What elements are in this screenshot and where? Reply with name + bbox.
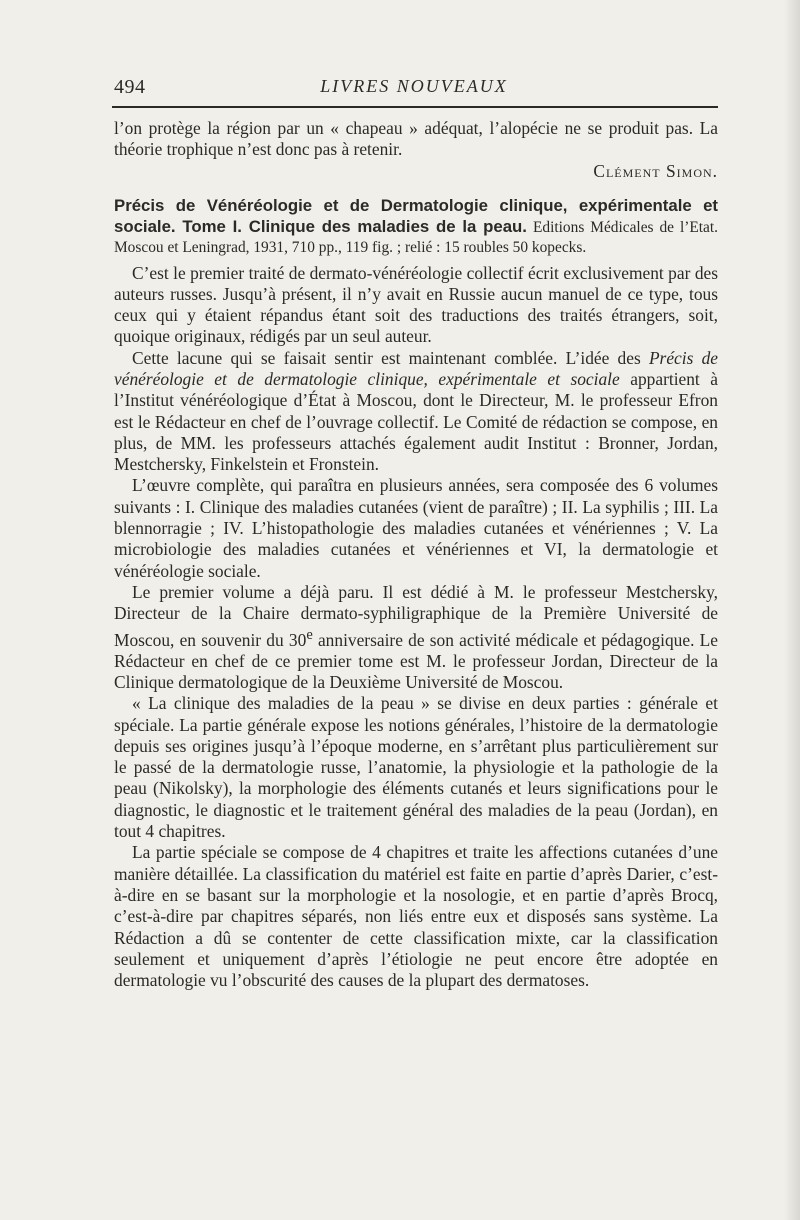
review-paragraph-2 (114, 348, 718, 476)
book-reference (114, 196, 718, 259)
page-body (114, 118, 718, 991)
page-header (112, 72, 716, 106)
review-paragraph-6: La partie spéciale se compose de 4 chapitres et traite les affections cutanées d’une manière détaillée. La classification du matériel est faite en partie d’après Darier, c’est-à-dire en se basant sur la morphologie et la nosologie, et en partie d’après Brocq, c’est-à-dire par chapitres séparés, non liés entre eux et disposés sans système. La Rédaction a dû se contenter de cette classification mixte, car la classification seulement et uniquement d’après l’étiologie ne peut encore être adoptée en dermatologie vu l’obscurité des causes de la plupart des dermatoses. (114, 842, 718, 991)
review-paragraph-4 (114, 582, 718, 693)
review-paragraph-5: « La clinique des maladies de la peau » se divise en deux parties : générale et spéciale. La partie générale expose les notions générales, l’histoire de la dermatologie depuis ses origines jusqu’à l’époque moderne, en s’arrêtant plus particulièrement sur le passé de la dermatologie russe, l’anatomie, la physiologie et la pathologie de la peau (Nikolsky), la morphologie des éléments cutanés et leurs significations pour le diagnostic, le diagnostic et le traitement général des maladies de la peau (Jordan), en tout 4 chapitres. (114, 693, 718, 842)
reviewer-signature: Clément Simon. (593, 160, 718, 181)
review-paragraph-4-text-b: anniversaire de son activité médicale et pédagogique. Le Rédacteur en chef de ce premier tome est M. le professeur Jordan, Directeur de la Clinique dermatologique de la Deuxième Université de Moscou. (114, 629, 718, 692)
review-paragraph-2-text-b: appartient à l’Institut vénéréologique d’État à Moscou, dont le Directeur, M. le professeur Efron est le Rédacteur en chef de l’ouvrage collectif. Le Comité de rédaction se compose, en plus, de MM. les professeurs attachés également audit Institut : Bronner, Jordan, Mestchersky, Finkelstein et Fronstein. (114, 368, 718, 475)
header-rule (112, 106, 718, 108)
previous-review-closing: l’on protège la région par un « chapeau » adéquat, l’alopécie ne se produit pas. La théorie trophique n’est donc pas à retenir. (114, 118, 718, 160)
ordinal-superscript: e (306, 626, 313, 643)
review-paragraph-1: C’est le premier traité de dermato-vénéréologie collectif écrit exclusivement par des auteurs russes. Jusqu’à présent, il n’y avait en Russie aucun manuel de ce type, tous ceux qui y étaient répandus étant soit des traductions des traités étrangers, soit, quoique originaux, rédigés par un seul auteur. (114, 262, 718, 347)
book-title-italic: Précis de vénéréologie et de dermatologie clinique, expérimentale et sociale (114, 347, 718, 389)
book-publication-details: Editions Médicales de l’Etat. Moscou et Leningrad, 1931, 710 pp., 119 fig. ; relié : 15 roubles 50 kopecks. (114, 219, 719, 257)
page-edge-shadow (784, 0, 800, 1220)
book-title: Précis de Vénéréologie et de Dermatologie clinique, expérimentale et sociale. Tome I. Clinique des maladies de la peau. (114, 195, 718, 237)
review-paragraph-3: L’œuvre complète, qui paraîtra en plusieurs années, sera composée des 6 volumes suivants : I. Clinique des maladies cutanées (vient de paraître) ; II. La syphilis ; III. La blennorragie ; IV. L’histopathologie des maladies cutanées et vénériennes ; V. La microbiologie des maladies cutanées et vénériennes et VI, la dermatologie et vénéréologie sociale. (114, 475, 718, 581)
review-paragraph-4-text-a: Le premier volume a déjà paru. Il est dédié à M. le professeur Mestchersky, Directeur de la Chaire dermato-syphiligraphique de la Première Université de Moscou, en souvenir du 30 (114, 581, 718, 650)
running-title: LIVRES NOUVEAUX (320, 76, 508, 96)
review-paragraph-2-text-a: Cette lacune qui se faisait sentir est maintenant comblée. L’idée des (132, 347, 649, 368)
page-number: 494 (114, 76, 146, 98)
